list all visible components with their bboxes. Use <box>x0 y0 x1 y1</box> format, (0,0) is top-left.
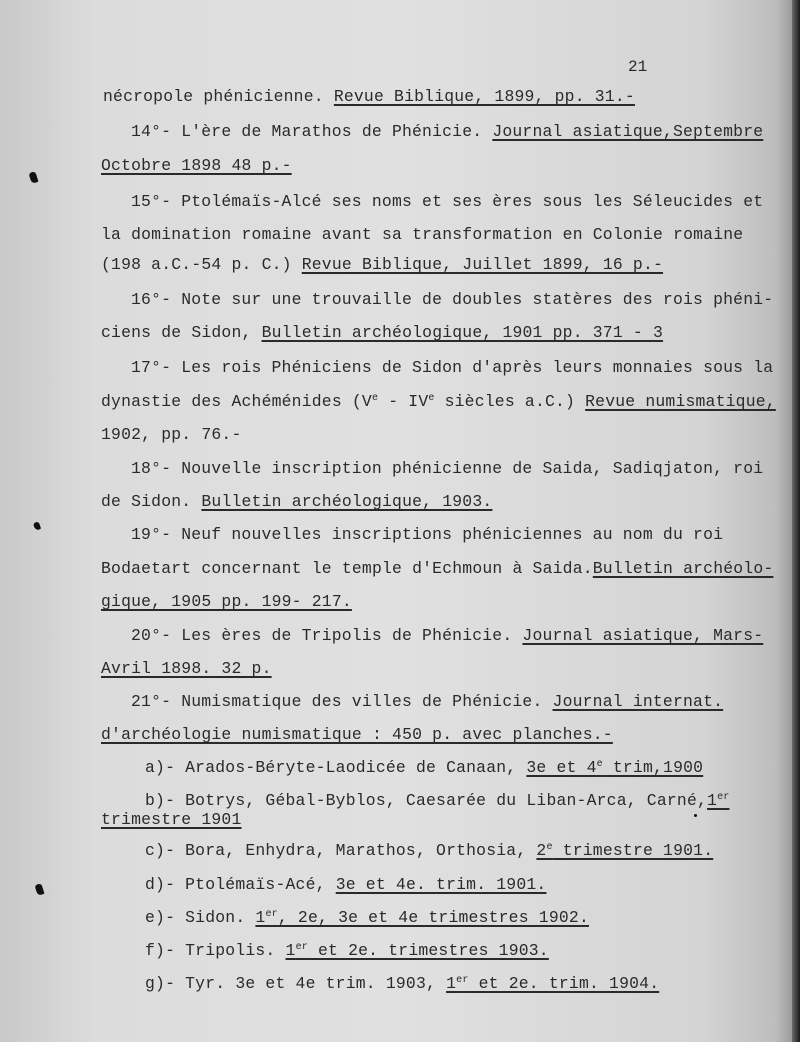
punch-hole-mark <box>34 883 44 896</box>
page-number: 21 <box>628 58 648 76</box>
text-line: d'archéologie numismatique : 450 p. avec planches.- <box>101 725 613 744</box>
text-line: dynastie des Achéménides (Ve - IVe siècles a.C.) Revue numismatique, <box>101 392 776 411</box>
text-line: 1902, pp. 76.- <box>101 425 242 444</box>
sub-item-f: f)- Tripolis. 1er et 2e. trimestres 1903. <box>145 941 549 960</box>
text-line: Bodaetart concernant le temple d'Echmoun à Saida.Bulletin archéolo- <box>101 559 774 578</box>
text-line: (198 a.C.-54 p. C.) Revue Biblique, Juillet 1899, 16 p.- <box>101 255 664 274</box>
page-edge-shadow <box>792 0 800 1042</box>
text-line: Avril 1898. 32 p. <box>101 659 272 678</box>
entry-15: 15°- Ptolémaïs-Alcé ses noms et ses ères sous les Séleucides et <box>131 192 764 211</box>
entry-20: 20°- Les ères de Tripolis de Phénicie. Journal asiatique, Mars- <box>131 626 764 645</box>
entry-19: 19°- Neuf nouvelles inscriptions phéniciennes au nom du roi <box>131 525 724 544</box>
entry-18: 18°- Nouvelle inscription phénicienne de Saida, Sadiqjaton, roi <box>131 459 764 478</box>
punch-hole-mark <box>28 171 38 184</box>
text-line: la domination romaine avant sa transformation en Colonie romaine <box>101 225 744 244</box>
sub-item-a: a)- Arados-Béryte-Laodicée de Canaan, 3e et 4e trim,1900 <box>145 758 704 777</box>
ink-speck <box>694 814 697 817</box>
entry-16: 16°- Note sur une trouvaille de doubles statères des rois phéni- <box>131 290 774 309</box>
text-line: Octobre 1898 48 p.- <box>101 156 292 175</box>
text-line: de Sidon. Bulletin archéologique, 1903. <box>101 492 493 511</box>
sub-item-c: c)- Bora, Enhydra, Marathos, Orthosia, 2e trimestre 1901. <box>145 841 714 860</box>
entry-14: 14°- L'ère de Marathos de Phénicie. Journal asiatique,Septembre <box>131 122 764 141</box>
text-line: ciens de Sidon, Bulletin archéologique, 1901 pp. 371 - 3 <box>101 323 664 342</box>
entry-17: 17°- Les rois Phéniciens de Sidon d'après leurs monnaies sous la <box>131 358 774 377</box>
sub-item-e: e)- Sidon. 1er, 2e, 3e et 4e trimestres 1902. <box>145 908 589 927</box>
text-line: gique, 1905 pp. 199- 217. <box>101 592 352 611</box>
entry-21: 21°- Numismatique des villes de Phénicie. Journal internat. <box>131 692 724 711</box>
text-line: nécropole phénicienne. Revue Biblique, 1899, pp. 31.- <box>103 87 635 106</box>
sub-item-d: d)- Ptolémaïs-Acé, 3e et 4e. trim. 1901. <box>145 875 547 894</box>
sub-item-b: b)- Botrys, Gébal-Byblos, Caesarée du Liban-Arca, Carné,1er <box>145 791 730 810</box>
text-line: trimestre 1901 <box>101 810 242 829</box>
punch-hole-mark <box>33 521 41 530</box>
sub-item-g: g)- Tyr. 3e et 4e trim. 1903, 1er et 2e. trim. 1904. <box>145 974 660 993</box>
